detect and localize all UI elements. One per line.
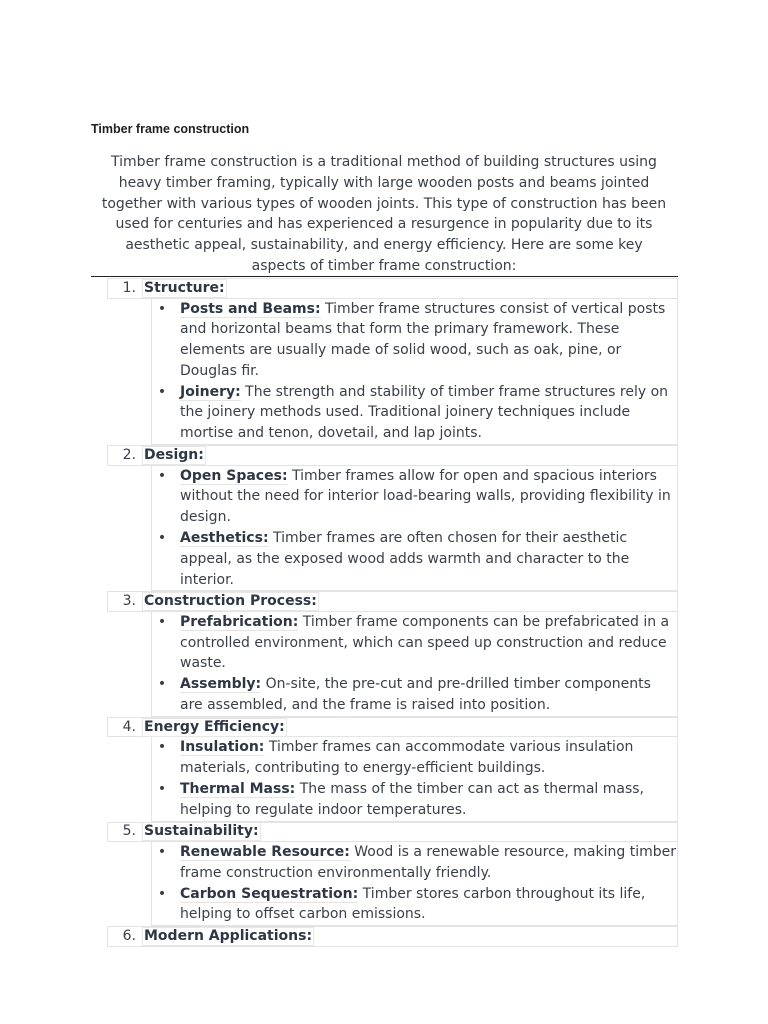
bullet-icon: •	[157, 739, 167, 756]
section-item	[107, 591, 678, 716]
list-item	[152, 884, 677, 926]
section-heading-row	[107, 926, 678, 947]
list-item	[152, 737, 677, 779]
list-item	[152, 382, 677, 444]
item-description: On-site, the pre-cut and pre-drilled timber components are assembled, and the frame is raised into position.	[180, 676, 651, 714]
list-item	[152, 674, 677, 716]
section-item	[107, 278, 678, 445]
section-item	[107, 717, 678, 822]
bullet-icon: •	[157, 844, 167, 861]
list-item	[152, 528, 677, 590]
horizontal-rule	[91, 276, 678, 277]
item-description: Timber frame structures consist of vertical posts and horizontal beams that form the primary framework. These elements are usually made of solid wood, such as oak, pine, or Douglas fir.	[180, 300, 666, 379]
bullet-icon: •	[157, 676, 167, 693]
aspects-list	[107, 278, 678, 947]
section-label: Structure:	[144, 279, 225, 296]
section-heading-row	[107, 445, 678, 466]
item-term: Open Spaces:	[180, 467, 288, 484]
item-description: Timber frames can accommodate various insulation materials, contributing to energy-efficient buildings.	[180, 739, 634, 777]
item-term: Insulation:	[180, 739, 265, 756]
section-heading-row	[107, 591, 678, 612]
section-item	[107, 822, 678, 927]
sub-list	[151, 842, 678, 926]
item-description: Timber frames are often chosen for their aesthetic appeal, as the exposed wood adds warmth and character to the interior.	[180, 529, 630, 588]
section-label: Sustainability:	[144, 823, 259, 840]
list-item	[152, 842, 677, 884]
list-item	[152, 779, 677, 821]
section-item	[107, 926, 678, 947]
section-number: 1.	[122, 279, 136, 296]
item-term: Posts and Beams:	[180, 300, 321, 317]
item-description: Wood is a renewable resource, making timber frame construction environmentally friendly.	[180, 844, 676, 881]
bullet-icon: •	[157, 780, 167, 797]
item-term: Joinery:	[180, 383, 241, 400]
item-description: The mass of the timber can act as thermal mass, helping to regulate indoor temperatures.	[180, 780, 645, 818]
section-label: Construction Process:	[144, 593, 317, 610]
item-description: Timber frames allow for open and spacious interiors without the need for interior load-bearing walls, providing flexibility in design.	[180, 467, 671, 526]
sub-list	[151, 299, 678, 446]
list-item	[152, 466, 677, 528]
item-term: Carbon Sequestration:	[180, 885, 359, 902]
item-term: Renewable Resource:	[180, 844, 350, 861]
bullet-icon: •	[157, 383, 167, 400]
section-number: 6.	[122, 928, 136, 945]
bullet-icon: •	[157, 300, 167, 317]
document-title: Timber frame construction	[91, 122, 250, 136]
intro-paragraph: Timber frame construction is a traditional method of building structures using heavy timber framing, typically with large wooden posts and beams jointed together with various types of wooden joints. This type of construction has been used for centuries and has experienced a resurgence in popularity due to its aesthetic appeal, sustainability, and energy efficiency. Here are some key aspects of timber frame construction:	[101, 154, 667, 274]
list-item	[152, 299, 677, 382]
section-heading-row	[107, 717, 678, 738]
sub-list	[151, 612, 678, 717]
bullet-icon: •	[157, 529, 167, 546]
section-number: 5.	[122, 823, 136, 840]
item-description: Timber frame components can be prefabricated in a controlled environment, which can speed up construction and reduce waste.	[180, 613, 670, 672]
item-description: The strength and stability of timber frame structures rely on the joinery methods used. Traditional joinery techniques include mortise and tenon, dovetail, and lap joints.	[180, 383, 669, 442]
bullet-icon: •	[157, 613, 167, 630]
section-number: 2.	[122, 446, 136, 463]
section-label: Energy Efficiency:	[144, 718, 285, 735]
section-item	[107, 445, 678, 591]
item-term: Assembly:	[180, 676, 262, 693]
list-item	[152, 612, 677, 674]
section-number: 4.	[122, 718, 136, 735]
item-term: Prefabrication:	[180, 613, 299, 630]
section-heading-row	[107, 822, 678, 843]
sub-list	[151, 737, 678, 821]
item-term: Thermal Mass:	[180, 780, 296, 797]
bullet-icon: •	[157, 885, 167, 902]
bullet-icon: •	[157, 467, 167, 484]
section-number: 3.	[122, 593, 136, 610]
sub-list	[151, 466, 678, 592]
section-heading-row	[107, 278, 678, 299]
item-description: Timber stores carbon throughout its life, helping to offset carbon emissions.	[180, 885, 646, 923]
section-label: Design:	[144, 446, 204, 463]
section-label: Modern Applications:	[144, 927, 313, 944]
item-term: Aesthetics:	[180, 529, 269, 546]
